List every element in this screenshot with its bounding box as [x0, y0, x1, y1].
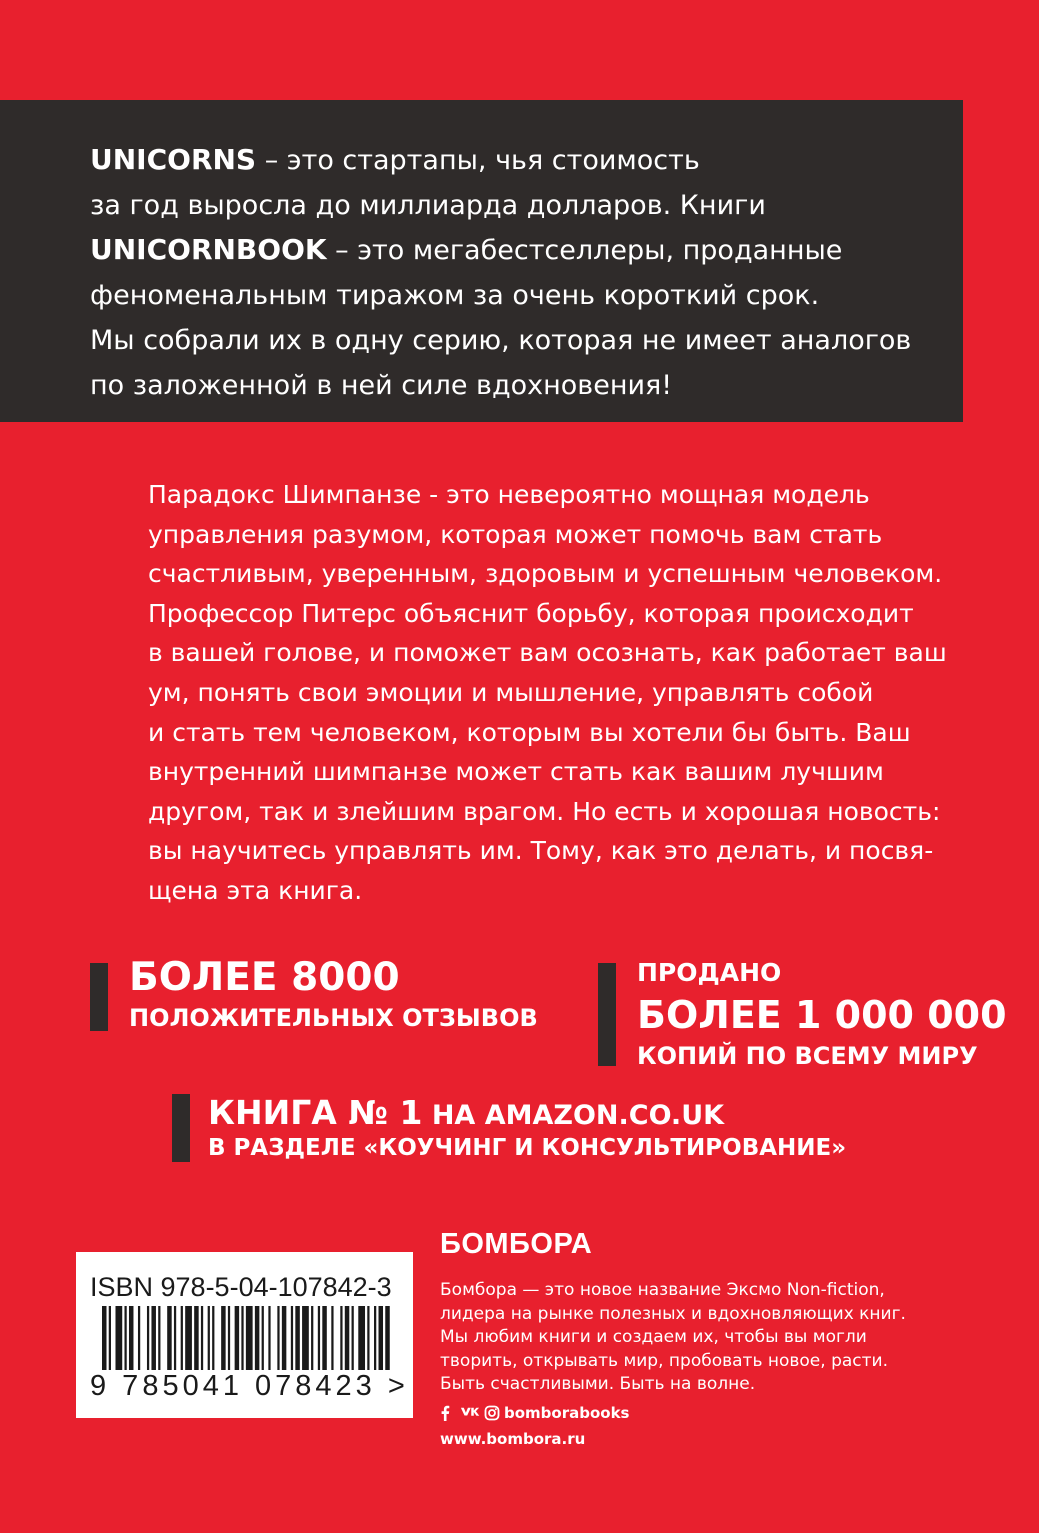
desc-line: Профессор Питерс объяснит борьбу, которая происходит	[148, 598, 914, 628]
barcode-digits: 9 785041 078423 >	[90, 1370, 409, 1402]
desc-line: и стать тем человеком, которым вы хотели бы быть. Ваш	[148, 717, 911, 747]
desc-line: Парадокс Шимпанзе - это невероятно мощная модель	[148, 480, 870, 509]
barcode-panel	[76, 1252, 413, 1418]
instagram-icon[interactable]	[484, 1405, 500, 1421]
pub-desc-line: Бомбора — это новое название Эксмо Non-fiction,	[440, 1280, 885, 1300]
social-handle[interactable]: bomborabooks	[504, 1404, 630, 1422]
social-links	[440, 1404, 630, 1422]
desc-line: ум, понять свои эмоции и мышление, управлять собой	[148, 677, 874, 707]
desc-line: вы научитесь управлять им. Тому, как это делать, и посвя-	[148, 836, 934, 866]
intro-line-3: – это мегабестселлеры, проданные	[326, 235, 843, 267]
pub-desc-line: лидера на рынке полезных и вдохновляющих книг.	[440, 1303, 906, 1324]
publisher-block	[440, 1228, 906, 1397]
pub-desc-line: творить, открывать мир, пробовать новое, расти.	[440, 1350, 888, 1371]
sold-scope: КОПИЙ ПО ВСЕМУ МИРУ	[637, 1042, 978, 1070]
unicorns-term: UNICORNS	[90, 143, 257, 176]
publisher-description	[440, 1279, 906, 1397]
desc-line: другом, так и злейшим врагом. Но есть и хорошая новость:	[148, 796, 941, 826]
reviews-count: БОЛЕЕ 8000	[129, 955, 400, 1000]
pub-desc-line: Быть счастливыми. Быть на волне.	[440, 1374, 756, 1395]
book-description	[148, 475, 947, 911]
rank-store: НА AMAZON.CO.UK	[422, 1100, 725, 1131]
desc-line: щена эта книга.	[148, 875, 363, 905]
unicornbook-term: UNICORNBOOK	[90, 233, 327, 267]
intro-line-1: – это стартапы, чья стоимость	[256, 145, 700, 176]
stat-bar	[598, 963, 616, 1066]
series-intro	[90, 138, 911, 408]
intro-line-4: феноменальным тиражом за очень короткий срок.	[90, 280, 820, 312]
sold-count: БОЛЕЕ 1 000 000	[637, 993, 1007, 1037]
rank-headline	[208, 1093, 724, 1132]
facebook-icon[interactable]	[440, 1405, 456, 1421]
series-info-box	[0, 100, 963, 422]
sold-label: ПРОДАНО	[637, 958, 782, 987]
reviews-label: ПОЛОЖИТЕЛЬНЫХ ОТЗЫВОВ	[129, 1004, 538, 1032]
website-link[interactable]: www.bombora.ru	[440, 1430, 586, 1448]
desc-line: внутренний шимпанзе может стать как вашим лучшим	[148, 757, 884, 787]
intro-line-2: за год выросла до миллиарда долларов. Книги	[90, 189, 766, 221]
desc-line: счастливым, уверенным, здоровым и успешным человеком.	[148, 559, 943, 589]
barcode-image	[102, 1306, 392, 1370]
isbn-number: ISBN 978-5-04-107842-3	[90, 1272, 392, 1302]
rank-number: КНИГА № 1	[208, 1093, 423, 1132]
pub-desc-line: Мы любим книги и создаем их, чтобы вы могли	[440, 1327, 867, 1348]
publisher-logo-text: БОМБОРА	[440, 1228, 593, 1260]
stat-bar	[172, 1094, 190, 1162]
vk-icon[interactable]	[460, 1405, 480, 1421]
intro-line-6: по заложенной в ней силе вдохновения!	[90, 369, 673, 401]
intro-line-5: Мы собрали их в одну серию, которая не имеет аналогов	[90, 324, 912, 356]
desc-line: в вашей голове, и поможет вам осознать, как работает ваш	[148, 638, 947, 668]
stat-bar	[90, 963, 108, 1031]
desc-line: управления разумом, которая может помочь вам стать	[148, 519, 883, 549]
rank-section: В РАЗДЕЛЕ «КОУЧИНГ И КОНСУЛЬТИРОВАНИЕ»	[208, 1135, 847, 1161]
